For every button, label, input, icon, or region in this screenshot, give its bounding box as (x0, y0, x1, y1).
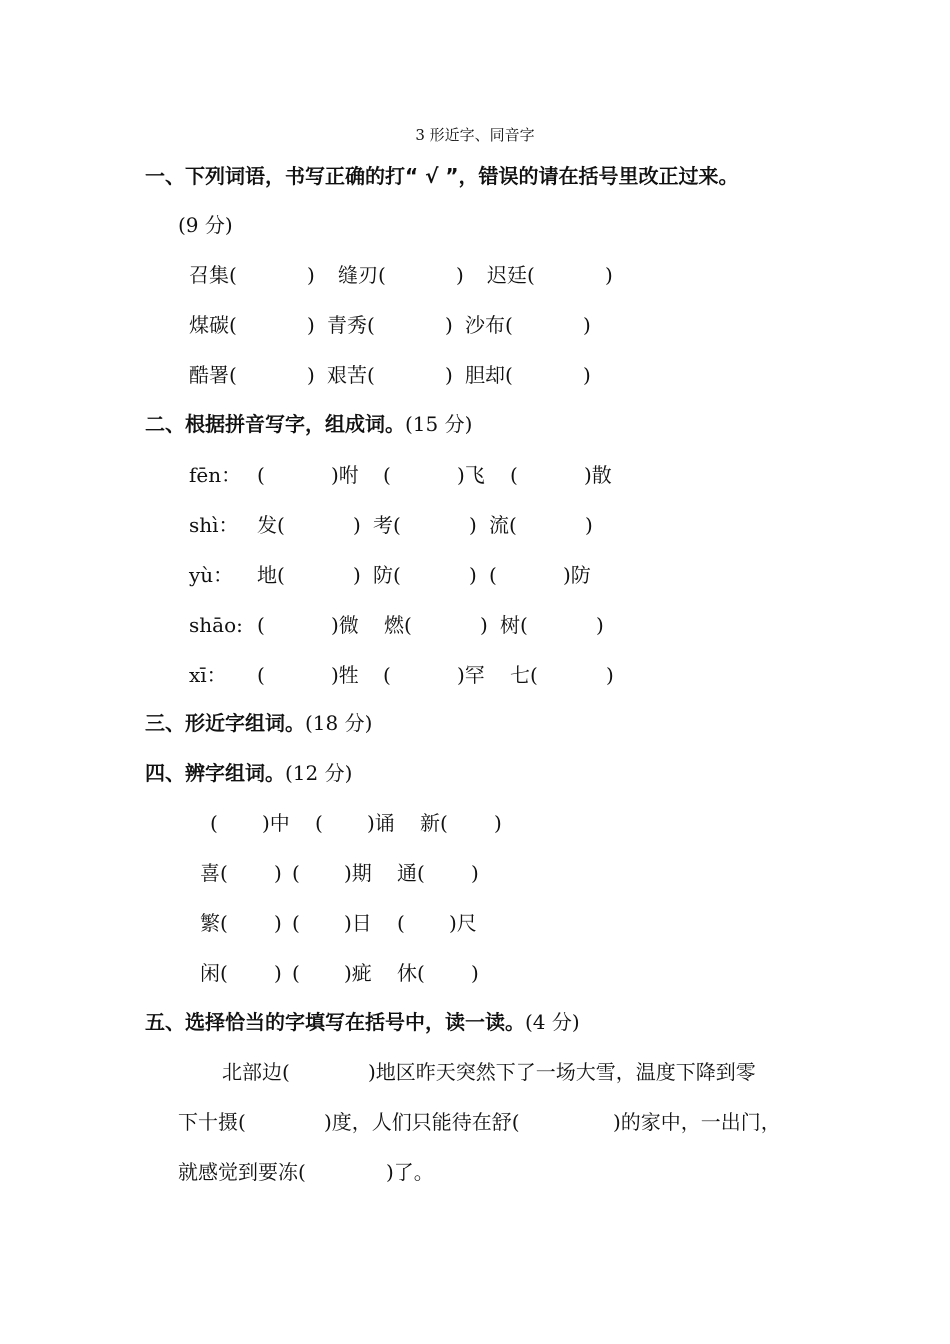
word-part: 防( (373, 563, 401, 587)
answer-blank[interactable]: ( (257, 613, 265, 637)
pinyin-label: fēn： (189, 463, 242, 487)
word-part: )散 (584, 463, 612, 487)
section-1-heading-text: 一、下列词语，书写正确的打“ √ ”，错误的请在括号里改正过来。 (145, 164, 739, 188)
answer-blank[interactable]: ) (469, 513, 477, 537)
answer-blank[interactable]: ) (307, 313, 315, 337)
answer-blank[interactable]: ) (307, 263, 315, 287)
word-part: 考( (373, 513, 401, 537)
word-part: )日 (344, 911, 372, 935)
answer-blank[interactable]: ( (257, 663, 265, 687)
section-1-heading (145, 166, 739, 186)
answer-blank[interactable]: ) (353, 563, 361, 587)
answer-blank[interactable]: ) (471, 961, 479, 985)
word-part: )罕 (457, 663, 485, 687)
answer-blank[interactable]: ) (456, 263, 464, 287)
section-4-heading (145, 763, 352, 783)
pinyin-label: yù： (189, 563, 234, 587)
word-item: 煤碳( (189, 313, 237, 337)
word-item: 沙布( (465, 313, 513, 337)
word-part: )期 (344, 861, 372, 885)
section-4-heading-text: 四、辨字组词。 (145, 761, 285, 785)
word-item: 召集( (189, 263, 237, 287)
word-part: )微 (331, 613, 359, 637)
passage-text: 就感觉到要冻( (178, 1160, 306, 1184)
word-part: )疵 (344, 961, 372, 985)
word-item: 酷署( (189, 363, 237, 387)
word-part: 七( (510, 663, 538, 687)
answer-blank[interactable]: ) (494, 811, 502, 835)
section-5-heading-text: 五、选择恰当的字填写在括号中，读一读。 (145, 1010, 525, 1034)
answer-blank[interactable]: ) (445, 313, 453, 337)
section-3-heading-text: 三、形近字组词。 (145, 711, 305, 735)
word-item: 胆却( (465, 363, 513, 387)
section-2-heading (145, 414, 472, 434)
word-part: 休( (397, 961, 425, 985)
passage-text: )的家中，一出门， (613, 1110, 781, 1134)
answer-blank[interactable]: ( (292, 911, 300, 935)
word-part: )尺 (449, 911, 477, 935)
answer-blank[interactable]: ) (583, 363, 591, 387)
section-5-score: (4 分) (525, 1010, 580, 1034)
passage-text: )了。 (386, 1160, 434, 1184)
word-part: 地( (257, 563, 285, 587)
answer-blank[interactable]: ) (583, 313, 591, 337)
answer-blank[interactable]: ) (471, 861, 479, 885)
word-part: 繁( (200, 911, 228, 935)
word-part: )咐 (331, 463, 359, 487)
answer-blank[interactable]: ( (383, 463, 391, 487)
answer-blank[interactable]: ) (585, 513, 593, 537)
passage-text: )地区昨天突然下了一场大雪，温度下降到零 (368, 1060, 756, 1084)
pinyin-label: shì： (189, 513, 239, 537)
answer-blank[interactable]: ) (596, 613, 604, 637)
word-part: )防 (563, 563, 591, 587)
pinyin-label: shāo: (189, 613, 243, 637)
word-part: )诵 (367, 811, 395, 835)
passage-text: 下十摄( (178, 1110, 246, 1134)
answer-blank[interactable]: ) (469, 563, 477, 587)
section-2-heading-text: 二、根据拼音写字，组成词。 (145, 412, 405, 436)
word-part: 通( (397, 861, 425, 885)
answer-blank[interactable]: ( (489, 563, 497, 587)
word-item: 青秀( (327, 313, 375, 337)
answer-blank[interactable]: ) (353, 513, 361, 537)
answer-blank[interactable]: ( (292, 861, 300, 885)
passage-text: )度，人们只能待在舒( (324, 1110, 520, 1134)
word-part: 发( (257, 513, 285, 537)
word-part: 新( (420, 811, 448, 835)
answer-blank[interactable]: ( (315, 811, 323, 835)
answer-blank[interactable]: ( (397, 911, 405, 935)
section-3-score: (18 分) (305, 711, 373, 735)
word-item: 艰苦( (327, 363, 375, 387)
section-2-score: (15 分) (405, 412, 473, 436)
answer-blank[interactable]: ) (307, 363, 315, 387)
answer-blank[interactable]: ( (257, 463, 265, 487)
word-part: )中 (262, 811, 290, 835)
answer-blank[interactable]: ) (606, 663, 614, 687)
answer-blank[interactable]: ) (274, 861, 282, 885)
answer-blank[interactable]: ) (274, 911, 282, 935)
word-item: 迟廷( (487, 263, 535, 287)
word-part: )牲 (331, 663, 359, 687)
section-5-heading (145, 1012, 580, 1032)
word-part: 闲( (200, 961, 228, 985)
answer-blank[interactable]: ) (605, 263, 613, 287)
answer-blank[interactable]: ) (480, 613, 488, 637)
answer-blank[interactable]: ( (383, 663, 391, 687)
answer-blank[interactable]: ( (292, 961, 300, 985)
answer-blank[interactable]: ) (274, 961, 282, 985)
section-3-heading (145, 713, 372, 733)
word-part: 流( (489, 513, 517, 537)
word-part: 喜( (200, 861, 228, 885)
pinyin-label: xī： (189, 663, 227, 687)
word-part: )飞 (457, 463, 485, 487)
answer-blank[interactable]: ( (210, 811, 218, 835)
page-title: 3 形近字、同音字 (415, 126, 535, 144)
answer-blank[interactable]: ) (445, 363, 453, 387)
word-part: 燃( (384, 613, 412, 637)
section-4-score: (12 分) (285, 761, 353, 785)
section-1-score: (9 分) (178, 213, 233, 237)
word-item: 缝刃( (338, 263, 386, 287)
word-part: 树( (500, 613, 528, 637)
answer-blank[interactable]: ( (510, 463, 518, 487)
passage-text: 北部边( (222, 1060, 290, 1084)
